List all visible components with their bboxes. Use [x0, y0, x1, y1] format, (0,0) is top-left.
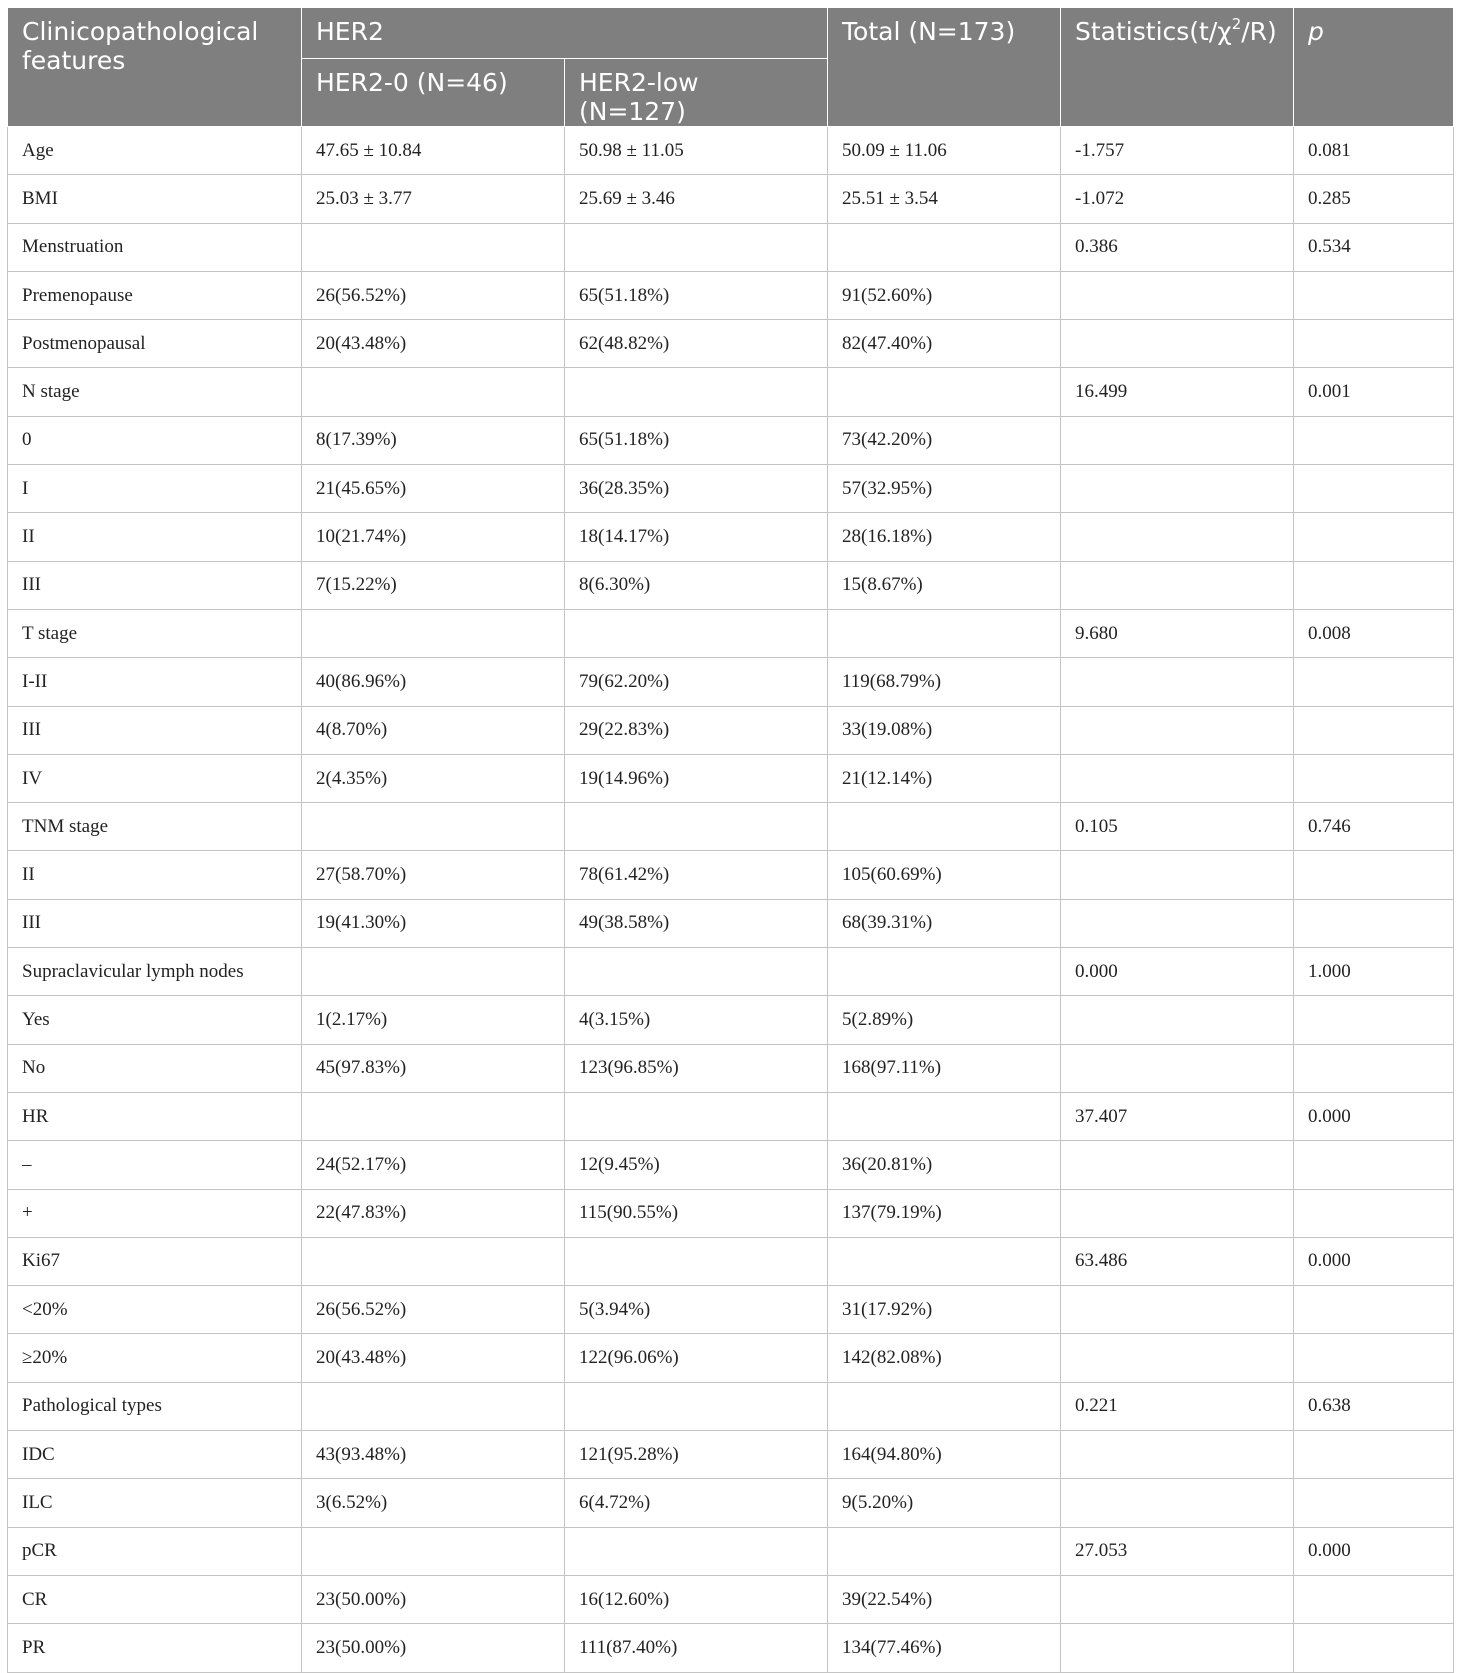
- cell-her2-low: 79(62.20%): [565, 658, 828, 706]
- table-row: [8, 416, 1454, 464]
- cell-total: 5(2.89%): [828, 996, 1061, 1044]
- cell-her2-0: 40(86.96%): [302, 658, 565, 706]
- cell-statistic: [1061, 996, 1294, 1044]
- table-row: [8, 561, 1454, 609]
- cell-her2-low: 122(96.06%): [565, 1334, 828, 1382]
- table-row: [8, 1527, 1454, 1575]
- cell-total: 164(94.80%): [828, 1431, 1061, 1479]
- cell-p-value: [1294, 1624, 1454, 1672]
- cell-total: 82(47.40%): [828, 320, 1061, 368]
- cell-p-value: [1294, 1189, 1454, 1237]
- cell-her2-low: 12(9.45%): [565, 1141, 828, 1189]
- table-row: [8, 996, 1454, 1044]
- table-row: [8, 1575, 1454, 1623]
- cell-statistic: [1061, 513, 1294, 561]
- cell-her2-0: [302, 1527, 565, 1575]
- cell-total: 15(8.67%): [828, 561, 1061, 609]
- table-row: [8, 1479, 1454, 1527]
- cell-her2-0: 20(43.48%): [302, 320, 565, 368]
- cell-feature: III: [8, 706, 302, 754]
- cell-her2-0: 23(50.00%): [302, 1575, 565, 1623]
- cell-total: 119(68.79%): [828, 658, 1061, 706]
- cell-her2-0: 23(50.00%): [302, 1624, 565, 1672]
- cell-feature: N stage: [8, 368, 302, 416]
- cell-her2-low: 18(14.17%): [565, 513, 828, 561]
- cell-her2-0: 27(58.70%): [302, 851, 565, 899]
- cell-her2-0: [302, 609, 565, 657]
- cell-her2-low: 16(12.60%): [565, 1575, 828, 1623]
- cell-p-value: [1294, 513, 1454, 561]
- cell-total: 73(42.20%): [828, 416, 1061, 464]
- cell-feature: HR: [8, 1092, 302, 1140]
- cell-p-value: [1294, 1479, 1454, 1527]
- table-row: [8, 223, 1454, 271]
- cell-her2-low: [565, 223, 828, 271]
- cell-statistic: [1061, 1141, 1294, 1189]
- cell-feature: BMI: [8, 175, 302, 223]
- table-row: [8, 1044, 1454, 1092]
- cell-her2-0: 25.03 ± 3.77: [302, 175, 565, 223]
- cell-her2-low: [565, 1382, 828, 1430]
- header-statistics-prefix: Statistics(t/χ: [1075, 17, 1232, 46]
- cell-total: 21(12.14%): [828, 754, 1061, 802]
- cell-feature: Postmenopausal: [8, 320, 302, 368]
- table-row: [8, 609, 1454, 657]
- cell-statistic: [1061, 1479, 1294, 1527]
- cell-feature: pCR: [8, 1527, 302, 1575]
- cell-p-value: [1294, 851, 1454, 899]
- cell-feature: IDC: [8, 1431, 302, 1479]
- cell-total: [828, 803, 1061, 851]
- cell-p-value: [1294, 561, 1454, 609]
- cell-her2-low: 19(14.96%): [565, 754, 828, 802]
- cell-p-value: 0.746: [1294, 803, 1454, 851]
- cell-her2-low: 115(90.55%): [565, 1189, 828, 1237]
- cell-statistic: 0.386: [1061, 223, 1294, 271]
- cell-total: 137(79.19%): [828, 1189, 1061, 1237]
- cell-total: 25.51 ± 3.54: [828, 175, 1061, 223]
- cell-her2-low: 6(4.72%): [565, 1479, 828, 1527]
- cell-total: 168(97.11%): [828, 1044, 1061, 1092]
- table-row: [8, 1189, 1454, 1237]
- cell-total: 91(52.60%): [828, 271, 1061, 319]
- cell-her2-0: [302, 223, 565, 271]
- table-row: [8, 658, 1454, 706]
- cell-her2-0: [302, 1092, 565, 1140]
- clinicopathological-table: [7, 7, 1454, 1673]
- cell-her2-0: 22(47.83%): [302, 1189, 565, 1237]
- cell-p-value: [1294, 706, 1454, 754]
- cell-her2-0: 45(97.83%): [302, 1044, 565, 1092]
- cell-feature: Pathological types: [8, 1382, 302, 1430]
- header-row-1: [8, 8, 1454, 59]
- cell-p-value: 0.001: [1294, 368, 1454, 416]
- cell-statistic: [1061, 1334, 1294, 1382]
- cell-feature: III: [8, 899, 302, 947]
- cell-total: [828, 948, 1061, 996]
- clinicopathological-table-container: [7, 7, 1453, 1673]
- cell-her2-0: 7(15.22%): [302, 561, 565, 609]
- cell-statistic: [1061, 320, 1294, 368]
- cell-feature: –: [8, 1141, 302, 1189]
- header-her2: HER2: [302, 8, 828, 59]
- cell-feature: 0: [8, 416, 302, 464]
- table-row: [8, 1237, 1454, 1285]
- cell-statistic: [1061, 465, 1294, 513]
- cell-total: [828, 1092, 1061, 1140]
- cell-her2-0: 47.65 ± 10.84: [302, 127, 565, 175]
- cell-total: 31(17.92%): [828, 1286, 1061, 1334]
- cell-feature: Ki67: [8, 1237, 302, 1285]
- cell-her2-low: 4(3.15%): [565, 996, 828, 1044]
- cell-feature: IV: [8, 754, 302, 802]
- cell-statistic: [1061, 754, 1294, 802]
- cell-her2-0: [302, 948, 565, 996]
- cell-feature: PR: [8, 1624, 302, 1672]
- cell-statistic: [1061, 1286, 1294, 1334]
- table-row: [8, 465, 1454, 513]
- cell-p-value: 0.534: [1294, 223, 1454, 271]
- table-row: [8, 1092, 1454, 1140]
- cell-feature: <20%: [8, 1286, 302, 1334]
- header-statistics-superscript: 2: [1231, 15, 1242, 33]
- cell-feature: Supraclavicular lymph nodes: [8, 948, 302, 996]
- cell-statistic: [1061, 561, 1294, 609]
- cell-statistic: 0.105: [1061, 803, 1294, 851]
- cell-her2-0: 10(21.74%): [302, 513, 565, 561]
- table-body: [8, 127, 1454, 1673]
- cell-p-value: 0.081: [1294, 127, 1454, 175]
- cell-total: 105(60.69%): [828, 851, 1061, 899]
- cell-her2-low: 111(87.40%): [565, 1624, 828, 1672]
- cell-her2-0: 26(56.52%): [302, 271, 565, 319]
- cell-p-value: [1294, 1431, 1454, 1479]
- table-row: [8, 175, 1454, 223]
- cell-her2-0: 2(4.35%): [302, 754, 565, 802]
- cell-p-value: [1294, 465, 1454, 513]
- cell-her2-low: 50.98 ± 11.05: [565, 127, 828, 175]
- cell-her2-low: [565, 368, 828, 416]
- cell-total: [828, 1382, 1061, 1430]
- cell-feature: II: [8, 851, 302, 899]
- cell-statistic: 0.221: [1061, 1382, 1294, 1430]
- cell-p-value: [1294, 1141, 1454, 1189]
- cell-her2-low: 36(28.35%): [565, 465, 828, 513]
- header-her2-low: HER2-low (N=127): [565, 59, 828, 127]
- table-header: [8, 8, 1454, 127]
- cell-feature: II: [8, 513, 302, 561]
- cell-total: 9(5.20%): [828, 1479, 1061, 1527]
- cell-total: 134(77.46%): [828, 1624, 1061, 1672]
- cell-feature: Menstruation: [8, 223, 302, 271]
- cell-her2-low: 25.69 ± 3.46: [565, 175, 828, 223]
- cell-p-value: 0.285: [1294, 175, 1454, 223]
- table-row: [8, 948, 1454, 996]
- cell-her2-low: [565, 803, 828, 851]
- header-statistics: [1061, 8, 1294, 127]
- cell-statistic: 0.000: [1061, 948, 1294, 996]
- cell-feature: No: [8, 1044, 302, 1092]
- cell-p-value: [1294, 658, 1454, 706]
- table-row: [8, 803, 1454, 851]
- cell-statistic: [1061, 1431, 1294, 1479]
- table-row: [8, 1382, 1454, 1430]
- cell-statistic: 27.053: [1061, 1527, 1294, 1575]
- table-row: [8, 1624, 1454, 1672]
- cell-statistic: -1.757: [1061, 127, 1294, 175]
- cell-p-value: 0.008: [1294, 609, 1454, 657]
- cell-her2-low: 65(51.18%): [565, 416, 828, 464]
- cell-her2-low: 123(96.85%): [565, 1044, 828, 1092]
- cell-statistic: [1061, 1575, 1294, 1623]
- table-row: [8, 271, 1454, 319]
- cell-her2-0: 19(41.30%): [302, 899, 565, 947]
- table-row: [8, 754, 1454, 802]
- cell-her2-0: [302, 1382, 565, 1430]
- header-her2-0: HER2-0 (N=46): [302, 59, 565, 127]
- cell-p-value: [1294, 899, 1454, 947]
- header-p-value: p: [1294, 8, 1454, 127]
- cell-her2-0: 4(8.70%): [302, 706, 565, 754]
- table-row: [8, 899, 1454, 947]
- cell-total: 33(19.08%): [828, 706, 1061, 754]
- cell-statistic: [1061, 1044, 1294, 1092]
- table-row: [8, 320, 1454, 368]
- cell-statistic: 16.499: [1061, 368, 1294, 416]
- cell-feature: ILC: [8, 1479, 302, 1527]
- cell-p-value: [1294, 271, 1454, 319]
- cell-feature: Premenopause: [8, 271, 302, 319]
- cell-total: 68(39.31%): [828, 899, 1061, 947]
- cell-feature: T stage: [8, 609, 302, 657]
- cell-feature: I-II: [8, 658, 302, 706]
- cell-her2-low: 121(95.28%): [565, 1431, 828, 1479]
- cell-total: [828, 223, 1061, 271]
- cell-statistic: 37.407: [1061, 1092, 1294, 1140]
- cell-p-value: 0.638: [1294, 1382, 1454, 1430]
- header-total: Total (N=173): [828, 8, 1061, 127]
- cell-p-value: 0.000: [1294, 1527, 1454, 1575]
- cell-her2-0: [302, 368, 565, 416]
- cell-her2-0: 43(93.48%): [302, 1431, 565, 1479]
- cell-total: 28(16.18%): [828, 513, 1061, 561]
- header-statistics-suffix: /R): [1241, 17, 1277, 46]
- cell-feature: +: [8, 1189, 302, 1237]
- cell-total: 142(82.08%): [828, 1334, 1061, 1382]
- cell-her2-low: 78(61.42%): [565, 851, 828, 899]
- cell-her2-0: [302, 1237, 565, 1285]
- cell-her2-low: 8(6.30%): [565, 561, 828, 609]
- cell-statistic: [1061, 416, 1294, 464]
- cell-p-value: [1294, 754, 1454, 802]
- table-row: [8, 851, 1454, 899]
- cell-statistic: 9.680: [1061, 609, 1294, 657]
- cell-her2-0: 1(2.17%): [302, 996, 565, 1044]
- cell-her2-low: 29(22.83%): [565, 706, 828, 754]
- cell-total: [828, 609, 1061, 657]
- cell-p-value: [1294, 1286, 1454, 1334]
- table-row: [8, 127, 1454, 175]
- cell-total: 39(22.54%): [828, 1575, 1061, 1623]
- cell-her2-0: 24(52.17%): [302, 1141, 565, 1189]
- table-row: [8, 1431, 1454, 1479]
- cell-total: 50.09 ± 11.06: [828, 127, 1061, 175]
- cell-statistic: -1.072: [1061, 175, 1294, 223]
- cell-p-value: [1294, 996, 1454, 1044]
- cell-feature: I: [8, 465, 302, 513]
- cell-p-value: [1294, 416, 1454, 464]
- cell-her2-low: [565, 948, 828, 996]
- cell-p-value: 1.000: [1294, 948, 1454, 996]
- cell-total: 36(20.81%): [828, 1141, 1061, 1189]
- cell-feature: ≥20%: [8, 1334, 302, 1382]
- cell-her2-low: 62(48.82%): [565, 320, 828, 368]
- cell-her2-low: 65(51.18%): [565, 271, 828, 319]
- cell-total: [828, 1527, 1061, 1575]
- cell-her2-low: [565, 1092, 828, 1140]
- cell-p-value: 0.000: [1294, 1237, 1454, 1285]
- cell-her2-low: 5(3.94%): [565, 1286, 828, 1334]
- cell-p-value: [1294, 1044, 1454, 1092]
- cell-her2-low: [565, 1527, 828, 1575]
- cell-her2-0: [302, 803, 565, 851]
- cell-statistic: [1061, 899, 1294, 947]
- table-row: [8, 1141, 1454, 1189]
- cell-statistic: [1061, 1189, 1294, 1237]
- cell-statistic: 63.486: [1061, 1237, 1294, 1285]
- cell-her2-0: 8(17.39%): [302, 416, 565, 464]
- cell-total: [828, 1237, 1061, 1285]
- cell-feature: TNM stage: [8, 803, 302, 851]
- cell-statistic: [1061, 271, 1294, 319]
- cell-total: 57(32.95%): [828, 465, 1061, 513]
- cell-feature: CR: [8, 1575, 302, 1623]
- cell-her2-0: 26(56.52%): [302, 1286, 565, 1334]
- cell-statistic: [1061, 658, 1294, 706]
- header-clinicopathological-features: Clinicopathological features: [8, 8, 302, 127]
- cell-her2-low: 49(38.58%): [565, 899, 828, 947]
- table-row: [8, 368, 1454, 416]
- table-row: [8, 513, 1454, 561]
- cell-her2-0: 21(45.65%): [302, 465, 565, 513]
- cell-feature: III: [8, 561, 302, 609]
- cell-statistic: [1061, 851, 1294, 899]
- cell-feature: Yes: [8, 996, 302, 1044]
- table-row: [8, 1334, 1454, 1382]
- cell-statistic: [1061, 1624, 1294, 1672]
- cell-p-value: [1294, 1334, 1454, 1382]
- cell-feature: Age: [8, 127, 302, 175]
- cell-her2-low: [565, 1237, 828, 1285]
- cell-p-value: [1294, 1575, 1454, 1623]
- cell-p-value: 0.000: [1294, 1092, 1454, 1140]
- table-row: [8, 706, 1454, 754]
- cell-her2-0: 20(43.48%): [302, 1334, 565, 1382]
- cell-her2-low: [565, 609, 828, 657]
- cell-total: [828, 368, 1061, 416]
- table-row: [8, 1286, 1454, 1334]
- cell-her2-0: 3(6.52%): [302, 1479, 565, 1527]
- cell-statistic: [1061, 706, 1294, 754]
- cell-p-value: [1294, 320, 1454, 368]
